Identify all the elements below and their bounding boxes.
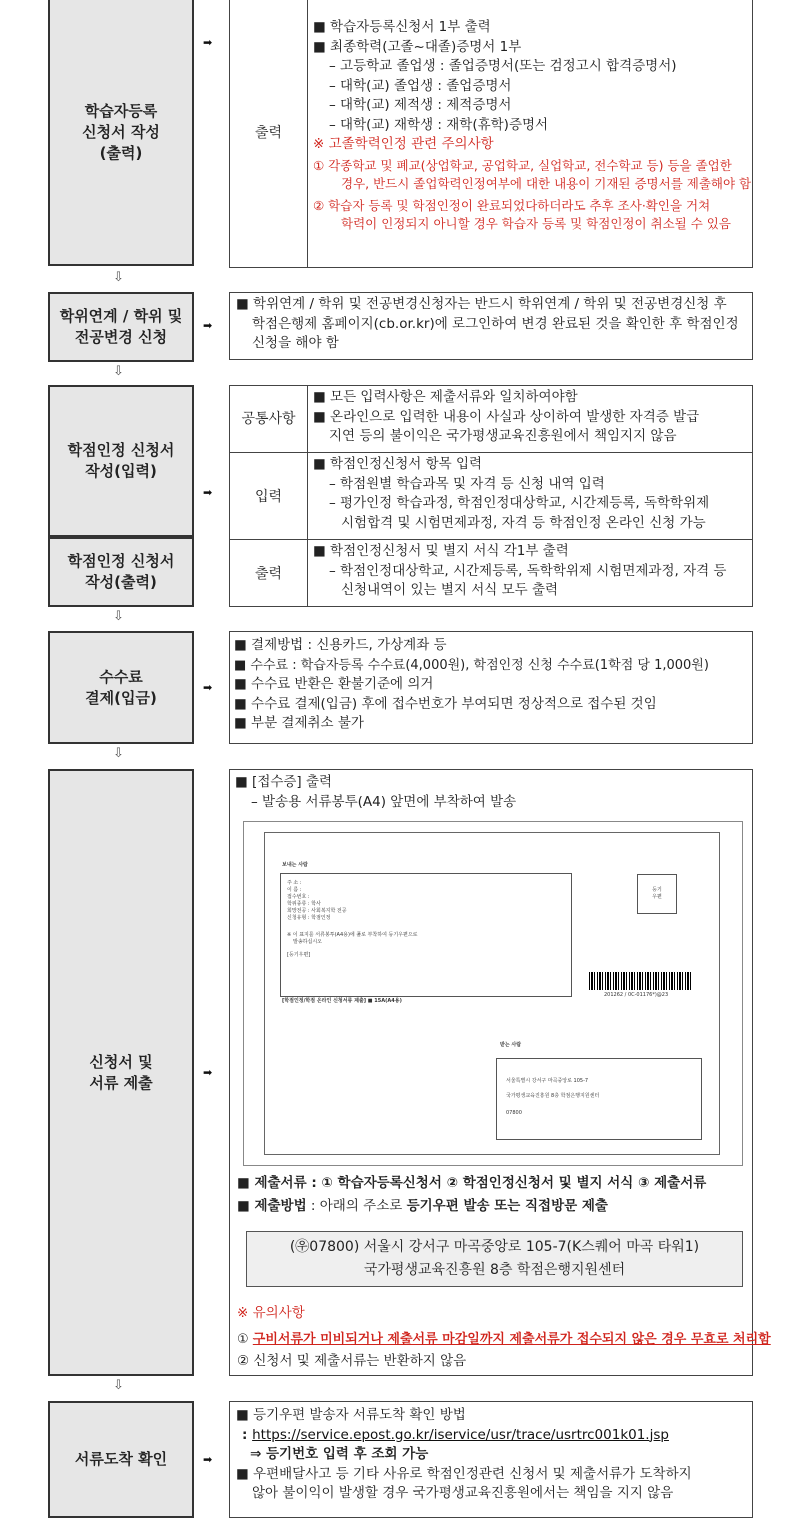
down-arrow-icon: ⇩ [113, 1378, 124, 1393]
down-arrow-icon: ⇩ [113, 270, 124, 285]
tracking-link[interactable]: https://service.epost.go.kr/iservice/usr/trace/usrtrc001k01.jsp [252, 1426, 669, 1443]
address-line: (㉾07800) 서울시 강서구 마곡중앙로 105-7(K스퀘어 마곡 타워1) [289, 1239, 700, 1255]
text-line: – 대학(교) 제적생 : 제적증명서 [329, 97, 512, 113]
text-line: ■ 학위연계 / 학위 및 전공변경신청자는 반드시 학위연계 / 학위 및 전공변경신청 후 [236, 296, 727, 312]
caution-number: ① [237, 1331, 253, 1347]
input-label: 입력 [254, 489, 283, 505]
divider [229, 452, 753, 453]
common-label: 공통사항 [241, 411, 296, 427]
caution-title: ※ 유의사항 [237, 1305, 305, 1321]
text-line: – 대학(교) 재학생 : 재학(휴학)증명서 [329, 116, 549, 133]
recipient-title: 받는 사람 [500, 1042, 522, 1048]
text-line [237, 1330, 771, 1350]
text-line: 않아 불이익이 발생할 경우 국가평생교육진흥원에서는 책임을 지지 않음 [252, 1485, 674, 1501]
step1-requirements [313, 18, 751, 233]
down-arrow-icon: ⇩ [113, 746, 124, 761]
text-line: ■ 온라인으로 입력한 내용이 사실과 상이하여 발생한 자격증 발급 [313, 408, 700, 425]
recipient-details [506, 1076, 599, 1119]
text-line: 주 소 : [287, 880, 302, 886]
caution-text: 구비서류가 미비되거나 제출서류 마감일까지 제출서류가 접수되지 않은 경우 무효로 처리함 [252, 1331, 771, 1347]
text-line: ■ 학점인정신청서 항목 입력 [313, 456, 483, 472]
right-arrow-icon: ➡ [203, 1066, 213, 1079]
step-credit-input: 학점인정 신청서 작성(입력) [48, 385, 194, 537]
step-document-arrival-check: 서류도착 확인 [48, 1401, 194, 1518]
text-line: 접수번호 : [287, 894, 310, 900]
text-line: ■ 등기우편 발송자 서류도착 확인 방법 [236, 1407, 466, 1423]
registered-mail-stamp: 등기 우편 [637, 874, 677, 914]
print-notes [313, 542, 726, 601]
text-line: ■ 결제방법 : 신용카드, 가상계좌 등 [234, 637, 447, 653]
method-text: : 아래의 주소로 [306, 1197, 407, 1214]
text-line: – 발송용 서류봉투(A4) 앞면에 부착하여 발송 [251, 793, 517, 810]
right-arrow-icon: ➡ [203, 319, 213, 332]
text-line: [등기우편] [287, 952, 311, 958]
docs-value: : ① 학습자등록신청서 ② 학점인정신청서 및 별지 서식 ③ 제출서류 [306, 1175, 707, 1191]
text-line: ■ 부분 결제취소 불가 [234, 715, 364, 731]
text-line: – 대학(교) 졸업생 : 졸업증명서 [329, 77, 512, 94]
step2-content-box [229, 292, 753, 360]
text-line: – 학점인정대상학교, 시간제등록, 독학학위제 시험면제과정, 자격 등 [329, 562, 727, 579]
right-arrow-icon: ➡ [203, 36, 213, 49]
method-label: ■ 제출방법 [237, 1197, 307, 1214]
step-learner-registration: 학습자등록 신청서 작성 (출력) [48, 0, 194, 266]
text-line: 지연 등의 불이익은 국가평생교육진흥원에서 책임지지 않음 [329, 428, 677, 444]
text-line: ■ [접수증] 출력 [235, 774, 333, 790]
text-line: 신청내역이 있는 별지 서식 모두 출력 [341, 582, 559, 598]
docs-label: ■ 제출서류 [237, 1175, 307, 1191]
text-line: ② 신청서 및 제출서류는 반환하지 않음 [237, 1353, 467, 1369]
envelope-footer: [학점인정/학점 온라인 신청서류 제출] ■ 15A(A4용) [282, 998, 402, 1004]
down-arrow-icon: ⇩ [113, 609, 124, 624]
right-arrow-icon: ➡ [203, 681, 213, 694]
text-line: ※ 이 표지를 서류봉투(A4용)에 풀로 부착하여 등기우편으로 [287, 932, 418, 938]
text-line: 시험합격 및 시험면제과정, 자격 등 학점인정 온라인 신청 가능 [341, 514, 706, 531]
text-line [237, 1197, 706, 1217]
barcode-number: 201262 / 0C-01176*)@23 [604, 992, 669, 998]
method-bold: 등기우편 발송 또는 직접방문 제출 [406, 1197, 608, 1214]
step-document-submission: 신청서 및 서류 제출 [48, 769, 194, 1376]
text-line: 국가평생교육진흥원 8층 학점은행지원센터 [506, 1093, 600, 1099]
text-line: ■ 수수료 결제(입금) 후에 접수번호가 부여되면 정상적으로 접수된 것임 [234, 695, 657, 712]
step-fee-payment: 수수료 결제(입금) [48, 631, 194, 744]
text-line: 학점은행제 홈페이지(cb.or.kr)에 로그인하여 변경 완료된 것을 확인한 후 학점인정 [252, 315, 739, 332]
text-line: ⇒ 등기번호 입력 후 조회 가능 [250, 1446, 429, 1462]
caution-note: ① 각종학교 및 폐교(상업학교, 공업학교, 실업학교, 전수학교 등) 등을 졸업한 [313, 157, 732, 173]
caution-note: ② 학습자 등록 및 학점인정이 완료되었다하더라도 추후 조사·확인을 거쳐 [313, 197, 711, 213]
step-degree-change: 학위연계 / 학위 및 전공변경 신청 [48, 292, 194, 362]
print-label: 출력 [254, 125, 283, 141]
text-line: 희망전공 : 사회복지학 전공 [287, 908, 347, 914]
step4-content-box [229, 631, 753, 744]
text-line: – 평가인정 학습과정, 학점인정대상학교, 시간제등록, 독학학위제 [329, 495, 710, 511]
submission-documents [237, 1174, 706, 1216]
text-line: ■ 우편배달사고 등 기타 사유로 학점인정관련 신청서 및 제출서류가 도착하지 [236, 1465, 692, 1482]
text-line: 이 름 : [287, 887, 302, 893]
text-line: 발송하십시오 [293, 939, 322, 945]
text-line: ■ 수수료 : 학습자등록 수수료(4,000원), 학점인정 신청 수수료(1학점 당 1,000원) [234, 657, 709, 673]
url-prefix: : [242, 1426, 253, 1443]
text-line: – 학점원별 학습과목 및 자격 등 신청 내역 입력 [329, 475, 605, 492]
caution-title: ※ 고졸학력인정 관련 주의사항 [313, 136, 494, 152]
text-line: 학위종류 : 학사 [287, 901, 321, 907]
text-line: – 고등학교 졸업생 : 졸업증명서(또는 검정고시 합격증명서) [329, 58, 677, 74]
step-credit-print: 학점인정 신청서 작성(출력) [48, 537, 194, 607]
input-notes [313, 455, 709, 533]
divider [229, 539, 753, 540]
sender-title: 보내는 사람 [282, 862, 308, 868]
text-line: ■ 학습자등록신청서 1부 출력 [313, 19, 491, 35]
text-line: ■ 수수료 반환은 환불기준에 의거 [234, 676, 434, 692]
step6-content-box [229, 1401, 753, 1518]
right-arrow-icon: ➡ [203, 1453, 213, 1466]
text-line [236, 1426, 746, 1446]
print-label: 출력 [254, 566, 283, 582]
text-line [237, 1174, 706, 1194]
divider [307, 0, 308, 268]
caution-note: 학력이 인정되지 아니할 경우 학습자 등록 및 학점인정이 취소될 수 있음 [341, 215, 731, 231]
sender-details [287, 880, 418, 959]
down-arrow-icon: ⇩ [113, 364, 124, 379]
text-line: 07800 [506, 1110, 522, 1116]
text-line: 신청유형 : 학점인정 [287, 915, 331, 921]
right-arrow-icon: ➡ [203, 486, 213, 499]
text-line: ■ 모든 입력사항은 제출서류와 일치하여야함 [313, 389, 578, 405]
receipt-print-notes [235, 773, 516, 812]
divider [307, 385, 308, 607]
caution-note: 경우, 반드시 졸업학력인정여부에 대한 내용이 기재된 증명서를 제출해야 함 [341, 175, 752, 191]
address-box [246, 1231, 743, 1287]
text-line: ■ 최종학력(고졸~대졸)증명서 1부 [313, 38, 522, 55]
text-line: 신청을 해야 함 [252, 335, 339, 351]
common-notes [313, 388, 699, 447]
text-line: 서울특별시 강서구 마곡중앙로 105-7 [506, 1078, 589, 1084]
text-line: ■ 학점인정신청서 및 별지 서식 각1부 출력 [313, 543, 569, 559]
barcode-icon [589, 972, 691, 990]
caution-section [237, 1304, 771, 1372]
address-line: 국가평생교육진흥원 8층 학점은행지원센터 [363, 1262, 626, 1278]
